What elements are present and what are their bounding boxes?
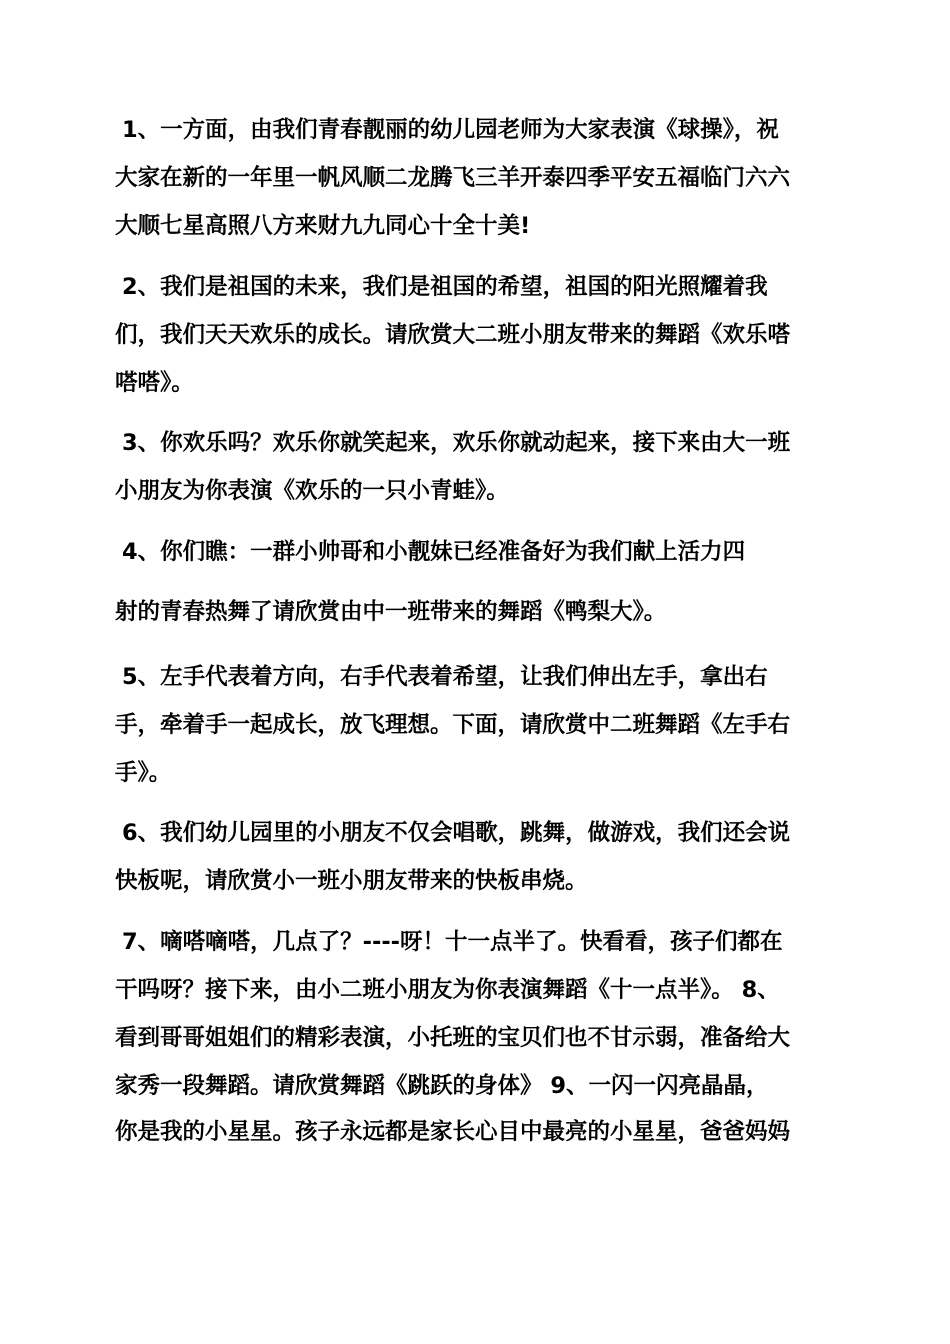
text-line: 7、嘀嗒嘀嗒，几点了？----呀！十一点半了。快看看，孩子们都在 [122, 929, 783, 955]
text-line: 1、一方面，由我们青春靓丽的幼儿园老师为大家表演《球操》，祝 [122, 117, 779, 143]
text-line: 嗒嗒》。 [115, 370, 194, 396]
text-line: 手，牵着手一起成长，放飞理想。下面，请欣赏中二班舞蹈《左手右 [115, 712, 791, 738]
text-line: 大家在新的一年里一帆风顺二龙腾飞三羊开泰四季平安五福临门六六 [115, 165, 791, 191]
text-line: 6、我们幼儿园里的小朋友不仅会唱歌，跳舞，做游戏，我们还会说 [122, 820, 791, 846]
text-line: 3、你欢乐吗？欢乐你就笑起来，欢乐你就动起来，接下来由大一班 [122, 430, 791, 456]
text-line: 手》。 [115, 760, 172, 786]
text-line: 们，我们天天欢乐的成长。请欣赏大二班小朋友带来的舞蹈《欢乐嗒 [115, 322, 791, 348]
text-line: 快板呢，请欣赏小一班小朋友带来的快板串烧。 [115, 868, 588, 894]
text-line: 2、我们是祖国的未来，我们是祖国的希望，祖国的阳光照耀着我 [122, 274, 768, 300]
text-line: 家秀一段舞蹈。请欣赏舞蹈《跳跃的身体》 9、一闪一闪亮晶晶， [115, 1073, 769, 1099]
text-line: 4、你们瞧：一群小帅哥和小靓妹已经准备好为我们献上活力四 [122, 539, 746, 565]
text-line: 你是我的小星星。孩子永远都是家长心目中最亮的小星星，爸爸妈妈 [115, 1119, 791, 1145]
text-line: 5、左手代表着方向，右手代表着希望，让我们伸出左手，拿出右 [122, 664, 768, 690]
text-line: 看到哥哥姐姐们的精彩表演，小托班的宝贝们也不甘示弱，准备给大 [115, 1025, 791, 1051]
text-line: 射的青春热舞了请欣赏由中一班带来的舞蹈《鸭梨大》。 [115, 599, 667, 625]
text-line: 干吗呀？接下来，由小二班小朋友为你表演舞蹈《十一点半》。 8、 [115, 977, 780, 1003]
text-line: 小朋友为你表演《欢乐的一只小青蛙》。 [115, 478, 509, 504]
text-line: 大顺七星高照八方来财九九同心十全十美! [115, 213, 531, 239]
